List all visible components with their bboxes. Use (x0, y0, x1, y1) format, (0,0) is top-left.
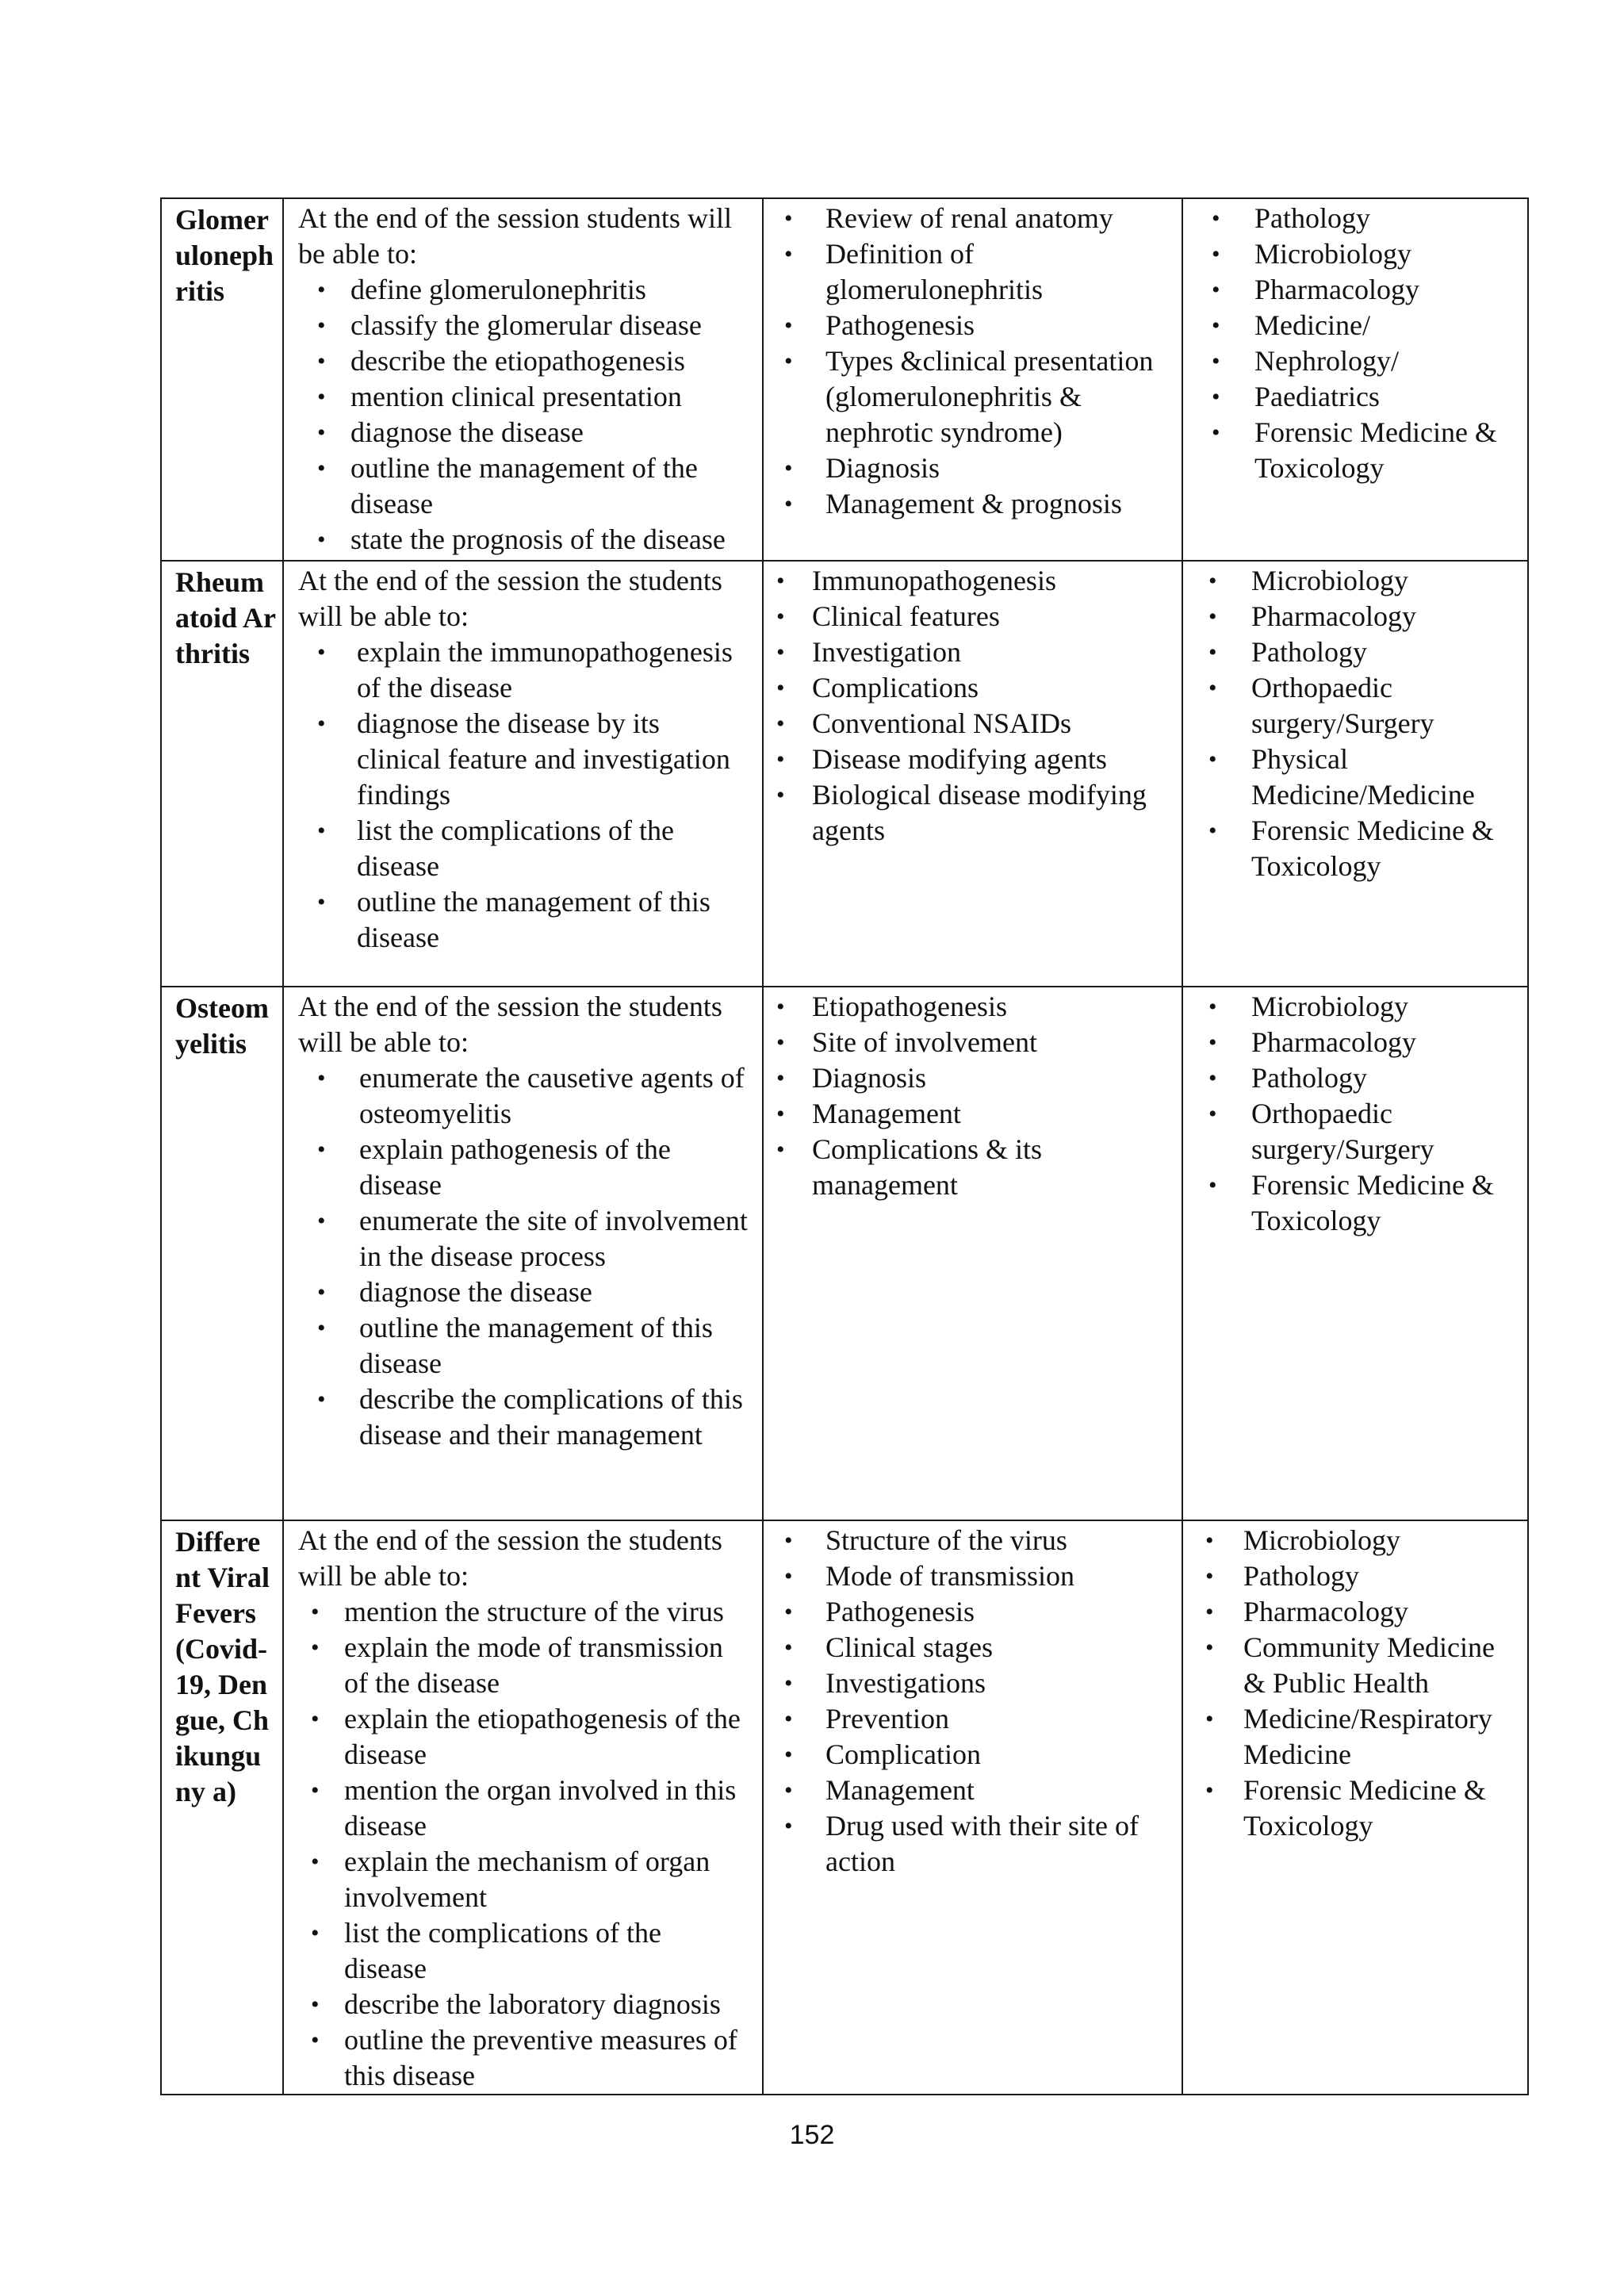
bullet-icon: • (1212, 312, 1220, 339)
bullet-icon: • (311, 1991, 320, 2018)
list-item: • Management (775, 1773, 1174, 1808)
bullet-icon: • (311, 1777, 320, 1803)
list-item: • outline the preventive measures of this disease (311, 2024, 737, 2091)
list-item: • explain the mode of transmission of the disease (311, 1631, 723, 1699)
list-item: • Medicine/ (1194, 308, 1519, 343)
list-item: • classify the glomerular disease (298, 308, 749, 343)
bullet-icon: • (317, 1386, 326, 1412)
list-item: • Forensic Medicine & Toxicology (1208, 815, 1494, 882)
objectives-intro: At the end of the session the students will be able to: (298, 565, 722, 632)
page-number: 152 (789, 2120, 835, 2150)
objectives-intro: At the end of the session students will be able to: (298, 202, 732, 270)
list-item: • enumerate the site of involvement in the disease process (317, 1205, 748, 1272)
bullet-icon: • (1208, 604, 1217, 630)
contents-list (775, 563, 1174, 849)
contents-cell (763, 561, 1182, 987)
bullet-icon: • (784, 1527, 793, 1554)
bullet-icon: • (1205, 1706, 1214, 1732)
list-item: • list the complications of the disease (317, 815, 674, 882)
bullet-icon: • (1208, 639, 1217, 665)
list-item: • Clinical features (775, 599, 1174, 634)
bullet-icon: • (784, 1635, 793, 1661)
list-item: • describe the complications of this disease and their management (317, 1383, 743, 1451)
list-item: • Etiopathogenesis (775, 989, 1174, 1025)
bullet-icon: • (784, 1563, 793, 1589)
objectives-cell (283, 561, 763, 987)
bullet-icon: • (317, 455, 326, 481)
list-item: • Paediatrics (1194, 379, 1519, 415)
objectives-cell (283, 1520, 763, 2095)
list-item: • describe the etiopathogenesis (298, 343, 749, 379)
list-item: • Immunopathogenesis (775, 563, 1174, 599)
bullet-icon: • (776, 1029, 785, 1056)
objectives-intro: At the end of the session the students will be able to: (298, 991, 722, 1058)
bullet-icon: • (784, 205, 793, 232)
list-item: • Microbiology (1194, 989, 1519, 1025)
list-item: • Complication (775, 1737, 1174, 1773)
list-item: • Pathogenesis (775, 308, 1174, 343)
list-item: • Pathogenesis (775, 1594, 1174, 1630)
list-item: • Orthopaedic surgery/Surgery (1208, 672, 1434, 739)
bullet-icon: • (317, 1279, 326, 1305)
bullet-icon: • (784, 455, 793, 481)
list-item: • Mode of transmission (775, 1558, 1174, 1594)
list-item: • Pathology (1194, 1060, 1519, 1096)
list-item: • Pathology (1194, 634, 1519, 670)
bullet-icon: • (1212, 420, 1220, 446)
objectives-cell (283, 198, 763, 561)
bullet-icon: • (1212, 205, 1220, 232)
bullet-icon: • (776, 994, 785, 1020)
list-item: • Disease modifying agents (775, 742, 1174, 777)
list-item: • list the complications of the disease (311, 1917, 661, 1984)
bullet-icon: • (317, 1208, 326, 1234)
bullet-icon: • (1205, 1777, 1214, 1803)
list-item: • state the prognosis of the disease (298, 522, 749, 558)
departments-list (1194, 1523, 1519, 1844)
contents-list (775, 201, 1174, 522)
bullet-icon: • (776, 1065, 785, 1091)
bullet-icon: • (1205, 1635, 1214, 1661)
list-item: • Management (775, 1096, 1174, 1132)
bullet-icon: • (317, 711, 326, 737)
departments-cell (1182, 1520, 1528, 2095)
list-item: • explain the etiopathogenesis of the disease (311, 1703, 741, 1770)
list-item: • Orthopaedic surgery/Surgery (1208, 1098, 1434, 1165)
table-row (161, 987, 1528, 1520)
contents-list (775, 1523, 1174, 1880)
departments-cell (1182, 198, 1528, 561)
list-item: • Physical Medicine/Medicine (1208, 743, 1475, 811)
list-item: • Prevention (775, 1701, 1174, 1737)
objectives-list (298, 634, 749, 956)
list-item: • describe the laboratory diagnosis (298, 1987, 749, 2022)
bullet-icon: • (311, 1706, 320, 1732)
departments-list (1194, 201, 1519, 486)
objectives-cell (283, 987, 763, 1520)
list-item: • Pathology (1194, 1558, 1519, 1594)
bullet-icon: • (1212, 277, 1220, 303)
list-item: • Microbiology (1194, 1523, 1519, 1558)
bullet-icon: • (317, 1065, 326, 1091)
list-item: • Site of involvement (775, 1025, 1174, 1060)
list-item: • Drug used with their site of action (784, 1810, 1139, 1877)
bullet-icon: • (784, 1777, 793, 1803)
list-item: • Management & prognosis (775, 486, 1174, 522)
list-item: • Microbiology (1194, 563, 1519, 599)
bullet-icon: • (1208, 994, 1217, 1020)
bullet-icon: • (1205, 1599, 1214, 1625)
topic-cell (161, 987, 283, 1520)
bullet-icon: • (317, 639, 326, 665)
bullet-icon: • (776, 604, 785, 630)
bullet-icon: • (1208, 1101, 1217, 1127)
list-item: • Community Medicine & Public Health (1205, 1631, 1495, 1699)
topic-cell (161, 561, 283, 987)
bullet-icon: • (311, 2027, 320, 2053)
list-item: • explain the immunopathogenesis of the disease (317, 636, 733, 703)
list-item: • mention the organ involved in this disease (311, 1774, 737, 1842)
contents-cell (763, 1520, 1182, 2095)
list-item: • Conventional NSAIDs (775, 706, 1174, 742)
list-item: • Types &clinical presentation (glomerulonephritis & nephrotic syndrome) (784, 345, 1154, 448)
list-item: • Investigation (775, 634, 1174, 670)
bullet-icon: • (1208, 1065, 1217, 1091)
bullet-icon: • (776, 1101, 785, 1127)
list-item: • Review of renal anatomy (775, 201, 1174, 236)
list-item: • Diagnosis (775, 450, 1174, 486)
list-item: • Pathology (1194, 201, 1519, 236)
bullet-icon: • (1205, 1563, 1214, 1589)
table-row (161, 198, 1528, 561)
bullet-icon: • (784, 312, 793, 339)
list-item: • Pharmacology (1194, 599, 1519, 634)
list-item: • Complications (775, 670, 1174, 706)
list-item: • Nephrology/ (1194, 343, 1519, 379)
contents-cell (763, 987, 1182, 1520)
list-item: • Forensic Medicine & Toxicology (1205, 1774, 1486, 1842)
list-item: • Medicine/Respiratory Medicine (1205, 1703, 1492, 1770)
bullet-icon: • (776, 568, 785, 594)
list-item: • mention clinical presentation (298, 379, 749, 415)
topic-text: Rheumatoid Arthritis (175, 566, 277, 669)
list-item: • diagnose the disease (298, 415, 749, 450)
bullet-icon: • (311, 1920, 320, 1946)
list-item: • Complications & its management (776, 1133, 1043, 1201)
bullet-icon: • (784, 348, 793, 374)
bullet-icon: • (784, 1742, 793, 1768)
table-row (161, 1520, 1528, 2095)
departments-list (1194, 989, 1519, 1239)
topic-cell (161, 198, 283, 561)
bullet-icon: • (1208, 568, 1217, 594)
departments-list (1194, 563, 1519, 884)
list-item: • Pharmacology (1194, 1025, 1519, 1060)
bullet-icon: • (776, 1137, 785, 1163)
topic-cell (161, 1520, 283, 2095)
list-item: • Forensic Medicine & Toxicology (1208, 1169, 1494, 1236)
bullet-icon: • (1212, 384, 1220, 410)
bullet-icon: • (776, 746, 785, 772)
list-item: • Structure of the virus (775, 1523, 1174, 1558)
bullet-icon: • (311, 1849, 320, 1875)
bullet-icon: • (1208, 1029, 1217, 1056)
bullet-icon: • (1208, 675, 1217, 701)
bullet-icon: • (311, 1599, 320, 1625)
list-item: • define glomerulonephritis (298, 272, 749, 308)
list-item: • Diagnosis (775, 1060, 1174, 1096)
bullet-icon: • (317, 348, 326, 374)
bullet-icon: • (1212, 241, 1220, 267)
bullet-icon: • (317, 527, 326, 553)
bullet-icon: • (317, 889, 326, 915)
list-item: • Investigations (775, 1665, 1174, 1701)
list-item: • mention the structure of the virus (298, 1594, 749, 1630)
bullet-icon: • (311, 1635, 320, 1661)
list-item: • outline the management of the disease (317, 452, 698, 519)
list-item: • Pharmacology (1194, 272, 1519, 308)
bullet-icon: • (776, 782, 785, 808)
topic-text: Glomerulonephritis (175, 204, 274, 307)
list-item: • explain pathogenesis of the disease (317, 1133, 671, 1201)
bullet-icon: • (776, 639, 785, 665)
list-item: • enumerate the causetive agents of osteomyelitis (317, 1062, 745, 1129)
list-item: • Forensic Medicine & Toxicology (1212, 416, 1497, 484)
bullet-icon: • (1212, 348, 1220, 374)
topic-text: Osteomyelitis (175, 992, 269, 1060)
bullet-icon: • (317, 420, 326, 446)
bullet-icon: • (784, 1599, 793, 1625)
bullet-icon: • (317, 1315, 326, 1341)
list-item: • diagnose the disease by its clinical feature and investigation findings (317, 707, 730, 811)
bullet-icon: • (784, 1813, 793, 1839)
bullet-icon: • (784, 1670, 793, 1696)
list-item: • explain the mechanism of organ involvement (311, 1846, 710, 1913)
bullet-icon: • (317, 277, 326, 303)
departments-cell (1182, 561, 1528, 987)
bullet-icon: • (317, 1137, 326, 1163)
bullet-icon: • (317, 384, 326, 410)
objectives-list (298, 1594, 749, 2094)
list-item: • Microbiology (1194, 236, 1519, 272)
objectives-list (298, 1060, 749, 1453)
list-item: • diagnose the disease (298, 1274, 749, 1310)
curriculum-table (160, 197, 1529, 2095)
bullet-icon: • (1205, 1527, 1214, 1554)
bullet-icon: • (784, 1706, 793, 1732)
contents-list (775, 989, 1174, 1203)
list-item: • outline the management of this disease (317, 1312, 713, 1379)
objectives-list (298, 272, 749, 558)
bullet-icon: • (1208, 1172, 1217, 1198)
objectives-intro: At the end of the session the students will be able to: (298, 1524, 722, 1592)
list-item: • outline the management of this disease (317, 886, 710, 953)
list-item: • Definition of glomerulonephritis (784, 238, 1043, 305)
bullet-icon: • (776, 711, 785, 737)
bullet-icon: • (1208, 746, 1217, 772)
bullet-icon: • (317, 818, 326, 844)
bullet-icon: • (776, 675, 785, 701)
contents-cell (763, 198, 1182, 561)
list-item: • Clinical stages (775, 1630, 1174, 1665)
list-item: • Pharmacology (1194, 1594, 1519, 1630)
table-row (161, 561, 1528, 987)
bullet-icon: • (317, 312, 326, 339)
bullet-icon: • (784, 491, 793, 517)
departments-cell (1182, 987, 1528, 1520)
topic-text: Different Viral Fevers (Covid-19, Dengue, Chikunguny a) (175, 1526, 270, 1807)
bullet-icon: • (1208, 818, 1217, 844)
list-item: • Biological disease modifying agents (776, 779, 1147, 846)
bullet-icon: • (784, 241, 793, 267)
